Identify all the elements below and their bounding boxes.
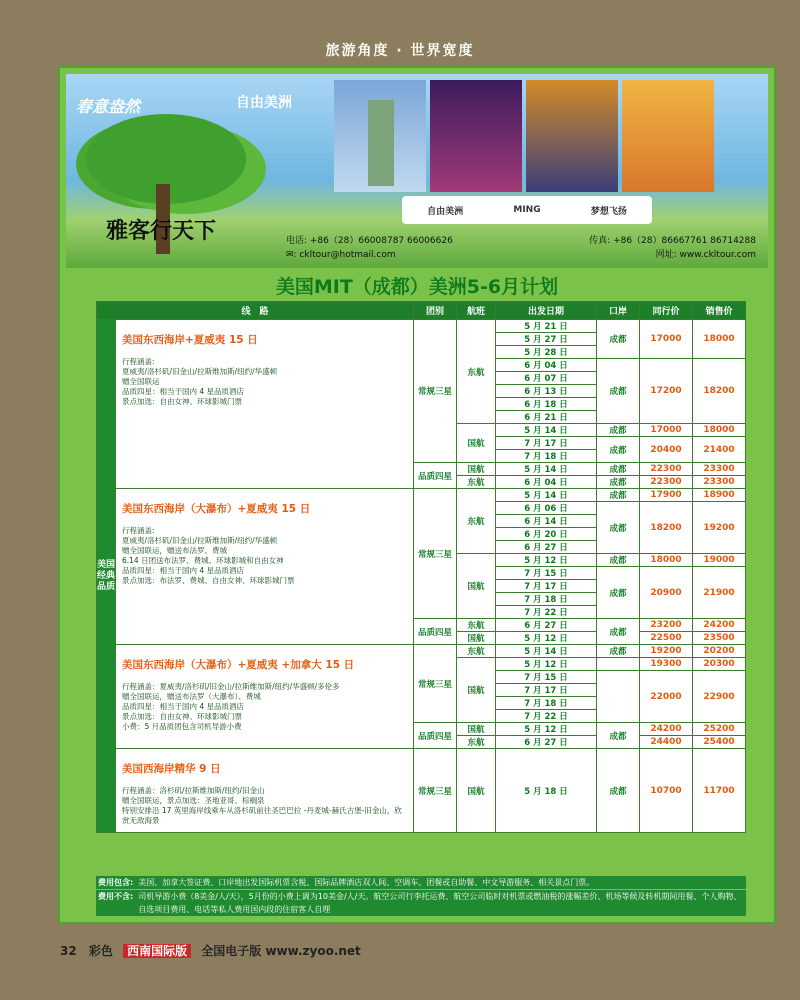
date-cell: 6 月 13 日 [496,385,597,398]
peer-price-cell: 18200 [640,502,693,554]
date-cell: 7 月 18 日 [496,450,597,463]
route-detail-line: 赠全国联运 [122,377,160,386]
slogan: 春意盎然 [76,97,141,116]
fees-section [96,876,746,917]
flight-cell: 国航 [457,723,496,736]
color-label: 彩色 [88,944,113,958]
route-detail-line: 夏威夷/洛杉矶/旧金山/拉斯维加斯/纽约/华盛顿 [122,367,278,376]
sale-price-cell: 23300 [693,463,746,476]
route-name: 美国西海岸精华 9 日 [122,763,221,775]
date-cell: 6 月 27 日 [496,736,597,749]
peer-price-cell: 22300 [640,463,693,476]
route-cell [116,489,414,645]
col-peer-price: 同行价 [640,302,693,320]
edition-tag: 西南国际版 [123,944,191,958]
peer-price-cell: 10700 [640,749,693,833]
date-cell: 6 月 18 日 [496,398,597,411]
route-name: 美国东西海岸+夏威夷 15 日 [122,334,258,346]
route-detail-line: 行程涵盖：夏威夷/洛杉矶/旧金山/拉斯维加斯/纽约/华盛顿/多伦多 [122,682,340,691]
sale-price-cell: 25200 [693,723,746,736]
flight-cell: 东航 [457,645,496,658]
date-cell: 6 月 14 日 [496,515,597,528]
content-panel [58,66,776,924]
table-row [97,489,746,502]
date-cell: 6 月 04 日 [496,476,597,489]
sale-price-cell: 24200 [693,619,746,632]
date-cell: 5 月 18 日 [496,749,597,833]
route-detail-line: 赠全国联运，景点加选：圣地亚哥、棕榈泉 [122,796,265,805]
peer-price-cell: 24200 [640,723,693,736]
route-detail-line: 品质四星：相当于国内 4 星品质酒店 [122,387,245,396]
sale-price-cell: 23500 [693,632,746,645]
route-detail-line: 品质四星：相当于国内 4 星品质酒店 [122,566,245,575]
flight-cell: 东航 [457,489,496,554]
peer-price-cell: 23200 [640,619,693,632]
route-detail-line: 景点加选：自由女神、环球影城门票 [122,397,242,406]
date-cell: 5 月 12 日 [496,554,597,567]
route-cell [116,749,414,833]
date-cell: 5 月 12 日 [496,723,597,736]
route-detail-line: 行程涵盖: [122,357,155,366]
partner-logos [402,196,652,224]
port-cell: 成都 [597,320,640,359]
peer-price-cell: 22500 [640,632,693,645]
port-cell: 成都 [597,424,640,437]
sale-price-cell: 19200 [693,502,746,554]
peer-price-cell: 17900 [640,489,693,502]
port-cell: 成都 [597,359,640,424]
date-cell: 5 月 28 日 [496,346,597,359]
date-cell: 5 月 12 日 [496,658,597,671]
peer-price-cell: 22000 [640,671,693,723]
route-detail-line: 特别安排沿 17 英里海岸线乘车从洛杉矶前往圣巴巴拉 -丹麦城-赫氏古堡-旧金山，欣赏无敌海景 [122,806,402,825]
port-cell: 成都 [597,463,640,476]
port-cell: 成都 [597,489,640,502]
group-cell: 常规三星 [414,749,457,833]
fees-included [96,876,746,889]
sunset-photo [622,80,714,192]
castle-photo [430,80,522,192]
port-cell: 成都 [597,619,640,645]
brand-name: 雅客行天下 [106,219,217,244]
peer-price-cell: 17000 [640,320,693,359]
plan-title: 美国MIT（成都）美洲5-6月计划 [275,276,559,298]
date-cell: 5 月 12 日 [496,632,597,645]
date-cell: 6 月 04 日 [496,359,597,372]
date-cell: 7 月 15 日 [496,567,597,580]
peer-price-cell: 17200 [640,359,693,424]
sale-price-cell: 25400 [693,736,746,749]
peer-price-cell: 22300 [640,476,693,489]
date-cell: 6 月 06 日 [496,502,597,515]
sale-price-cell: 18900 [693,489,746,502]
table-row [97,749,746,833]
peer-price-cell: 19200 [640,645,693,658]
peer-price-cell: 20900 [640,567,693,619]
route-name: 美国东西海岸（大瀑布）+夏威夷 15 日 [122,503,311,515]
sale-price-cell: 11700 [693,749,746,833]
port-cell [597,658,640,671]
route-detail-line: 夏威夷/洛杉矶/旧金山/拉斯维加斯/纽约/华盛顿 [122,536,278,545]
sale-price-cell: 18200 [693,359,746,424]
peer-price-cell: 18000 [640,554,693,567]
peer-price-cell: 24400 [640,736,693,749]
route-detail-line: 行程涵盖: [122,526,155,535]
sale-price-cell: 18000 [693,320,746,359]
route-detail-line: 行程涵盖：洛杉矶/拉斯维加斯/纽约/旧金山 [122,786,265,795]
fees-included-text: 美国、加拿大签证费、口岸地出发国际机票含税、国际品牌酒店双人间、空调车、团餐或自助餐、中文导游服务、相关景点门票。 [135,876,746,889]
route-detail-line: 赠全国联运，赠送布法罗、费城 [122,546,227,555]
date-cell: 6 月 20 日 [496,528,597,541]
route-detail-line: 6.14 日团送布法罗、费城、环球影城和自由女神 [122,556,284,565]
port-cell: 成都 [597,567,640,619]
date-cell: 5 月 14 日 [496,463,597,476]
route-cell [116,320,414,489]
date-cell: 6 月 27 日 [496,541,597,554]
website: 网址: www.ckltour.com [655,250,756,260]
port-cell: 成都 [597,502,640,554]
group-cell: 常规三星 [414,489,457,619]
date-cell: 7 月 17 日 [496,437,597,450]
tour-plan-table [96,301,746,833]
sale-price-cell: 20200 [693,645,746,658]
banner [66,74,768,268]
edition-link[interactable]: 全国电子版 www.zyoo.net [201,944,361,958]
group-cell: 品质四星 [414,619,457,645]
date-cell: 5 月 14 日 [496,489,597,502]
date-cell: 6 月 07 日 [496,372,597,385]
page-header-title: 旅游角度 · 世界宽度 [325,43,475,59]
statue-of-liberty-icon [368,100,394,186]
sale-price-cell: 23300 [693,476,746,489]
flight-cell: 国航 [457,463,496,476]
col-port: 口岸 [597,302,640,320]
sale-price-cell: 21900 [693,567,746,619]
category-label: 美国经典品质 [97,320,116,833]
fees-included-label: 费用包含: [98,878,134,887]
date-cell: 5 月 27 日 [496,333,597,346]
sale-price-cell: 22900 [693,671,746,723]
sale-price-cell: 18000 [693,424,746,437]
statue-photo [334,80,426,192]
date-cell: 7 月 17 日 [496,580,597,593]
port-cell: 成都 [597,749,640,833]
logo-free-america: 自由美洲 [427,206,464,217]
port-cell: 成都 [597,476,640,489]
logo-ming: MING [513,205,541,215]
port-cell: 成都 [597,437,640,463]
flight-cell: 国航 [457,632,496,645]
sale-price-cell: 20300 [693,658,746,671]
date-cell: 7 月 15 日 [496,671,597,684]
group-cell: 品质四星 [414,463,457,489]
route-detail-line: 小费：5 月品质团包含司机导游小费 [122,722,242,731]
port-cell: 成都 [597,645,640,658]
fees-excluded-label: 费用不含: [96,890,135,916]
date-cell: 7 月 22 日 [496,710,597,723]
route-detail-line: 景点加选：自由女神、环球影城门票 [122,712,242,721]
col-flight: 航班 [457,302,496,320]
col-date: 出发日期 [496,302,597,320]
sale-price-cell: 21400 [693,437,746,463]
col-sale-price: 销售价 [693,302,746,320]
group-cell: 常规三星 [414,645,457,723]
date-cell: 7 月 22 日 [496,606,597,619]
table-header-row [97,302,746,320]
page-footer [60,942,361,959]
group-cell: 品质四星 [414,723,457,749]
route-detail-line: 景点加选：布法罗、费城、自由女神、环球影城门票 [122,576,295,585]
logo-dream: 梦想飞扬 [590,206,627,217]
route-detail-line: 赠全国联运，赠送布法罗（大瀑布）、费城 [122,692,261,701]
contact-info [286,234,756,262]
date-cell: 5 月 14 日 [496,645,597,658]
flight-cell: 东航 [457,476,496,489]
peer-price-cell: 17000 [640,424,693,437]
email: ✉: ckltour@hotmail.com [286,250,396,260]
date-cell: 6 月 21 日 [496,411,597,424]
peer-price-cell: 19300 [640,658,693,671]
flight-cell: 东航 [457,619,496,632]
lake-photo [526,80,618,192]
port-cell: 成都 [597,554,640,567]
date-cell: 7 月 17 日 [496,684,597,697]
group-cell: 常规三星 [414,320,457,463]
fax: 传真: +86（28）86667761 86714288 [589,236,756,246]
page-number: 32 [60,944,77,958]
port-cell: 成都 [597,723,640,749]
flight-cell: 东航 [457,320,496,424]
col-route: 线 路 [97,302,414,320]
sale-price-cell: 19000 [693,554,746,567]
flight-cell: 国航 [457,749,496,833]
date-cell: 5 月 21 日 [496,320,597,333]
route-cell [116,645,414,749]
flight-cell: 东航 [457,736,496,749]
route-detail-line: 品质四星：相当于国内 4 星品质酒店 [122,702,245,711]
flight-cell: 国航 [457,658,496,723]
flight-cell: 国航 [457,424,496,463]
table-row [97,645,746,658]
date-cell: 5 月 14 日 [496,424,597,437]
fees-excluded [96,890,746,916]
table-row [97,320,746,333]
flight-cell: 国航 [457,554,496,619]
col-group: 团别 [414,302,457,320]
date-cell: 7 月 18 日 [496,593,597,606]
phone: 电话: +86（28）66008787 66006626 [286,236,453,246]
peer-price-cell: 20400 [640,437,693,463]
port-cell [597,671,640,723]
free-america-label: 自由美洲 [236,95,292,111]
fees-excluded-text: 司机导游小费（8美金/人/天），5月份的小费上调为10美金/人/天。航空公司行李托运费、航空公司临时对机票或燃油税的涨幅差价、机场等候及转机期间用餐、个人购物、自选项目费用、电话等私人费用国内段的住宿客人自理 [135,890,746,916]
date-cell: 7 月 18 日 [496,697,597,710]
route-name: 美国东西海岸（大瀑布）+夏威夷 +加拿大 15 日 [122,659,355,671]
date-cell: 6 月 27 日 [496,619,597,632]
